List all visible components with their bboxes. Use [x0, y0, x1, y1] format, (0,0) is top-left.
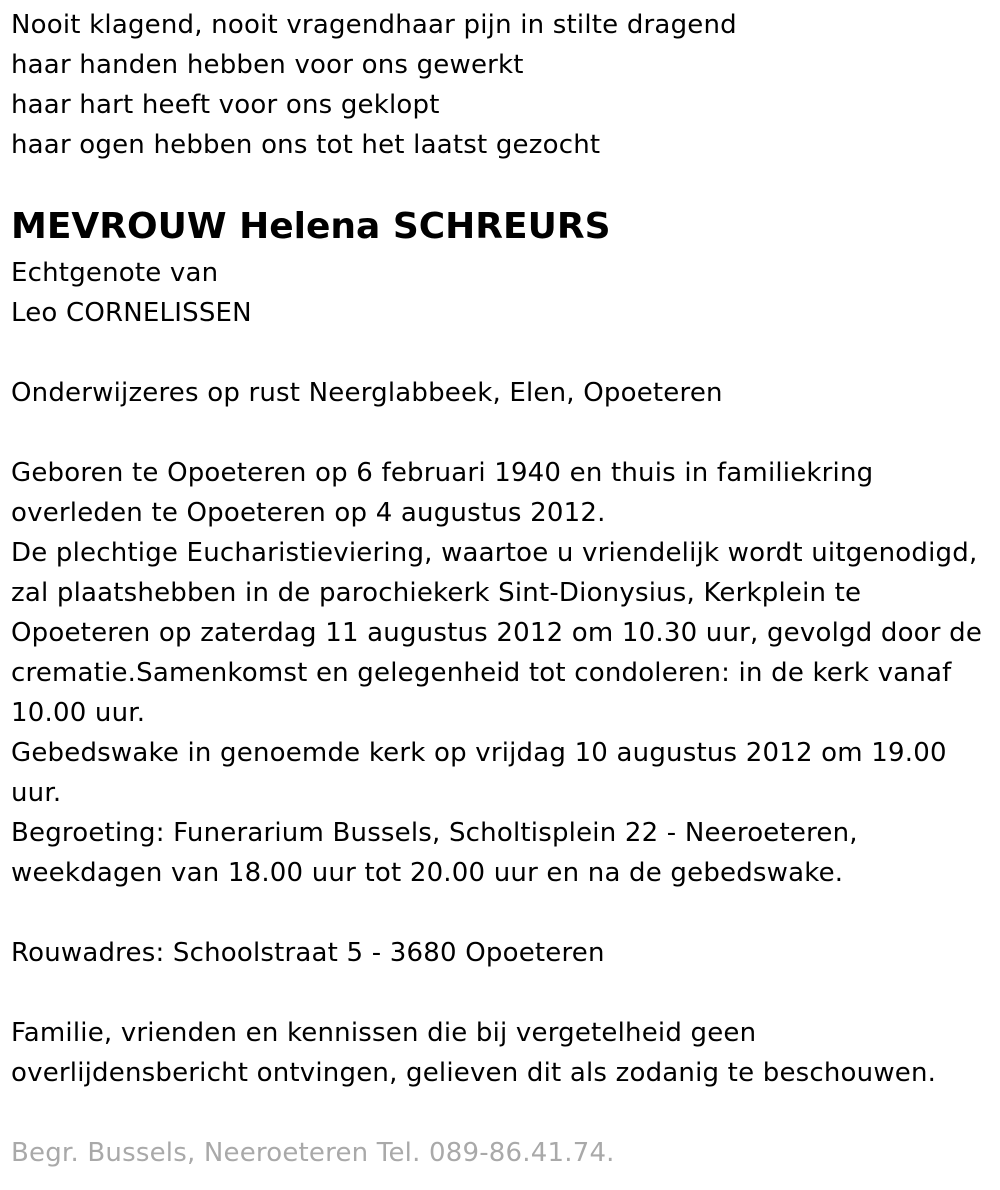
details-line-4: zal plaatshebben in de parochiekerk Sint-Dionysius, Kerkplein te [11, 578, 862, 608]
poem-line-4: haar ogen hebben ons tot het laatst gezocht [11, 130, 601, 160]
details-line-11: weekdagen van 18.00 uur tot 20.00 uur en na de gebedswake. [11, 858, 844, 888]
poem-line-1: Nooit klagend, nooit vragendhaar pijn in stilte dragend [11, 10, 737, 40]
poem-line-2: haar handen hebben voor ons gewerkt [11, 50, 524, 80]
details-line-9: uur. [11, 778, 62, 808]
notice-line-1: Familie, vrienden en kennissen die bij vergetelheid geen [11, 1018, 757, 1048]
details-line-6: crematie.Samenkomst en gelegenheid tot condoleren: in de kerk vanaf [11, 658, 952, 688]
relation-label: Echtgenote van [11, 258, 219, 288]
occupation: Onderwijzeres op rust Neerglabbeek, Elen, Opoeteren [11, 378, 723, 408]
notice-line-2: overlijdensbericht ontvingen, gelieven dit als zodanig te beschouwen. [11, 1058, 937, 1088]
details-line-1: Geboren te Opoeteren op 6 februari 1940 en thuis in familiekring [11, 458, 874, 488]
details-line-2: overleden te Opoeteren op 4 augustus 2012. [11, 498, 606, 528]
details-line-7: 10.00 uur. [11, 698, 146, 728]
spouse-name: Leo CORNELISSEN [11, 298, 252, 328]
details-line-3: De plechtige Eucharistieviering, waartoe u vriendelijk wordt uitgenodigd, [11, 538, 978, 568]
details-line-10: Begroeting: Funerarium Bussels, Scholtisplein 22 - Neeroeteren, [11, 818, 858, 848]
funeral-home-footer: Begr. Bussels, Neeroeteren Tel. 089-86.41.74. [11, 1138, 615, 1168]
poem-line-3: haar hart heeft voor ons geklopt [11, 90, 440, 120]
deceased-name: MEVROUW Helena SCHREURS [11, 206, 611, 247]
details-line-8: Gebedswake in genoemde kerk op vrijdag 10 augustus 2012 om 19.00 [11, 738, 947, 768]
mourning-address: Rouwadres: Schoolstraat 5 - 3680 Opoeteren [11, 938, 605, 968]
details-line-5: Opoeteren op zaterdag 11 augustus 2012 om 10.30 uur, gevolgd door de [11, 618, 983, 648]
